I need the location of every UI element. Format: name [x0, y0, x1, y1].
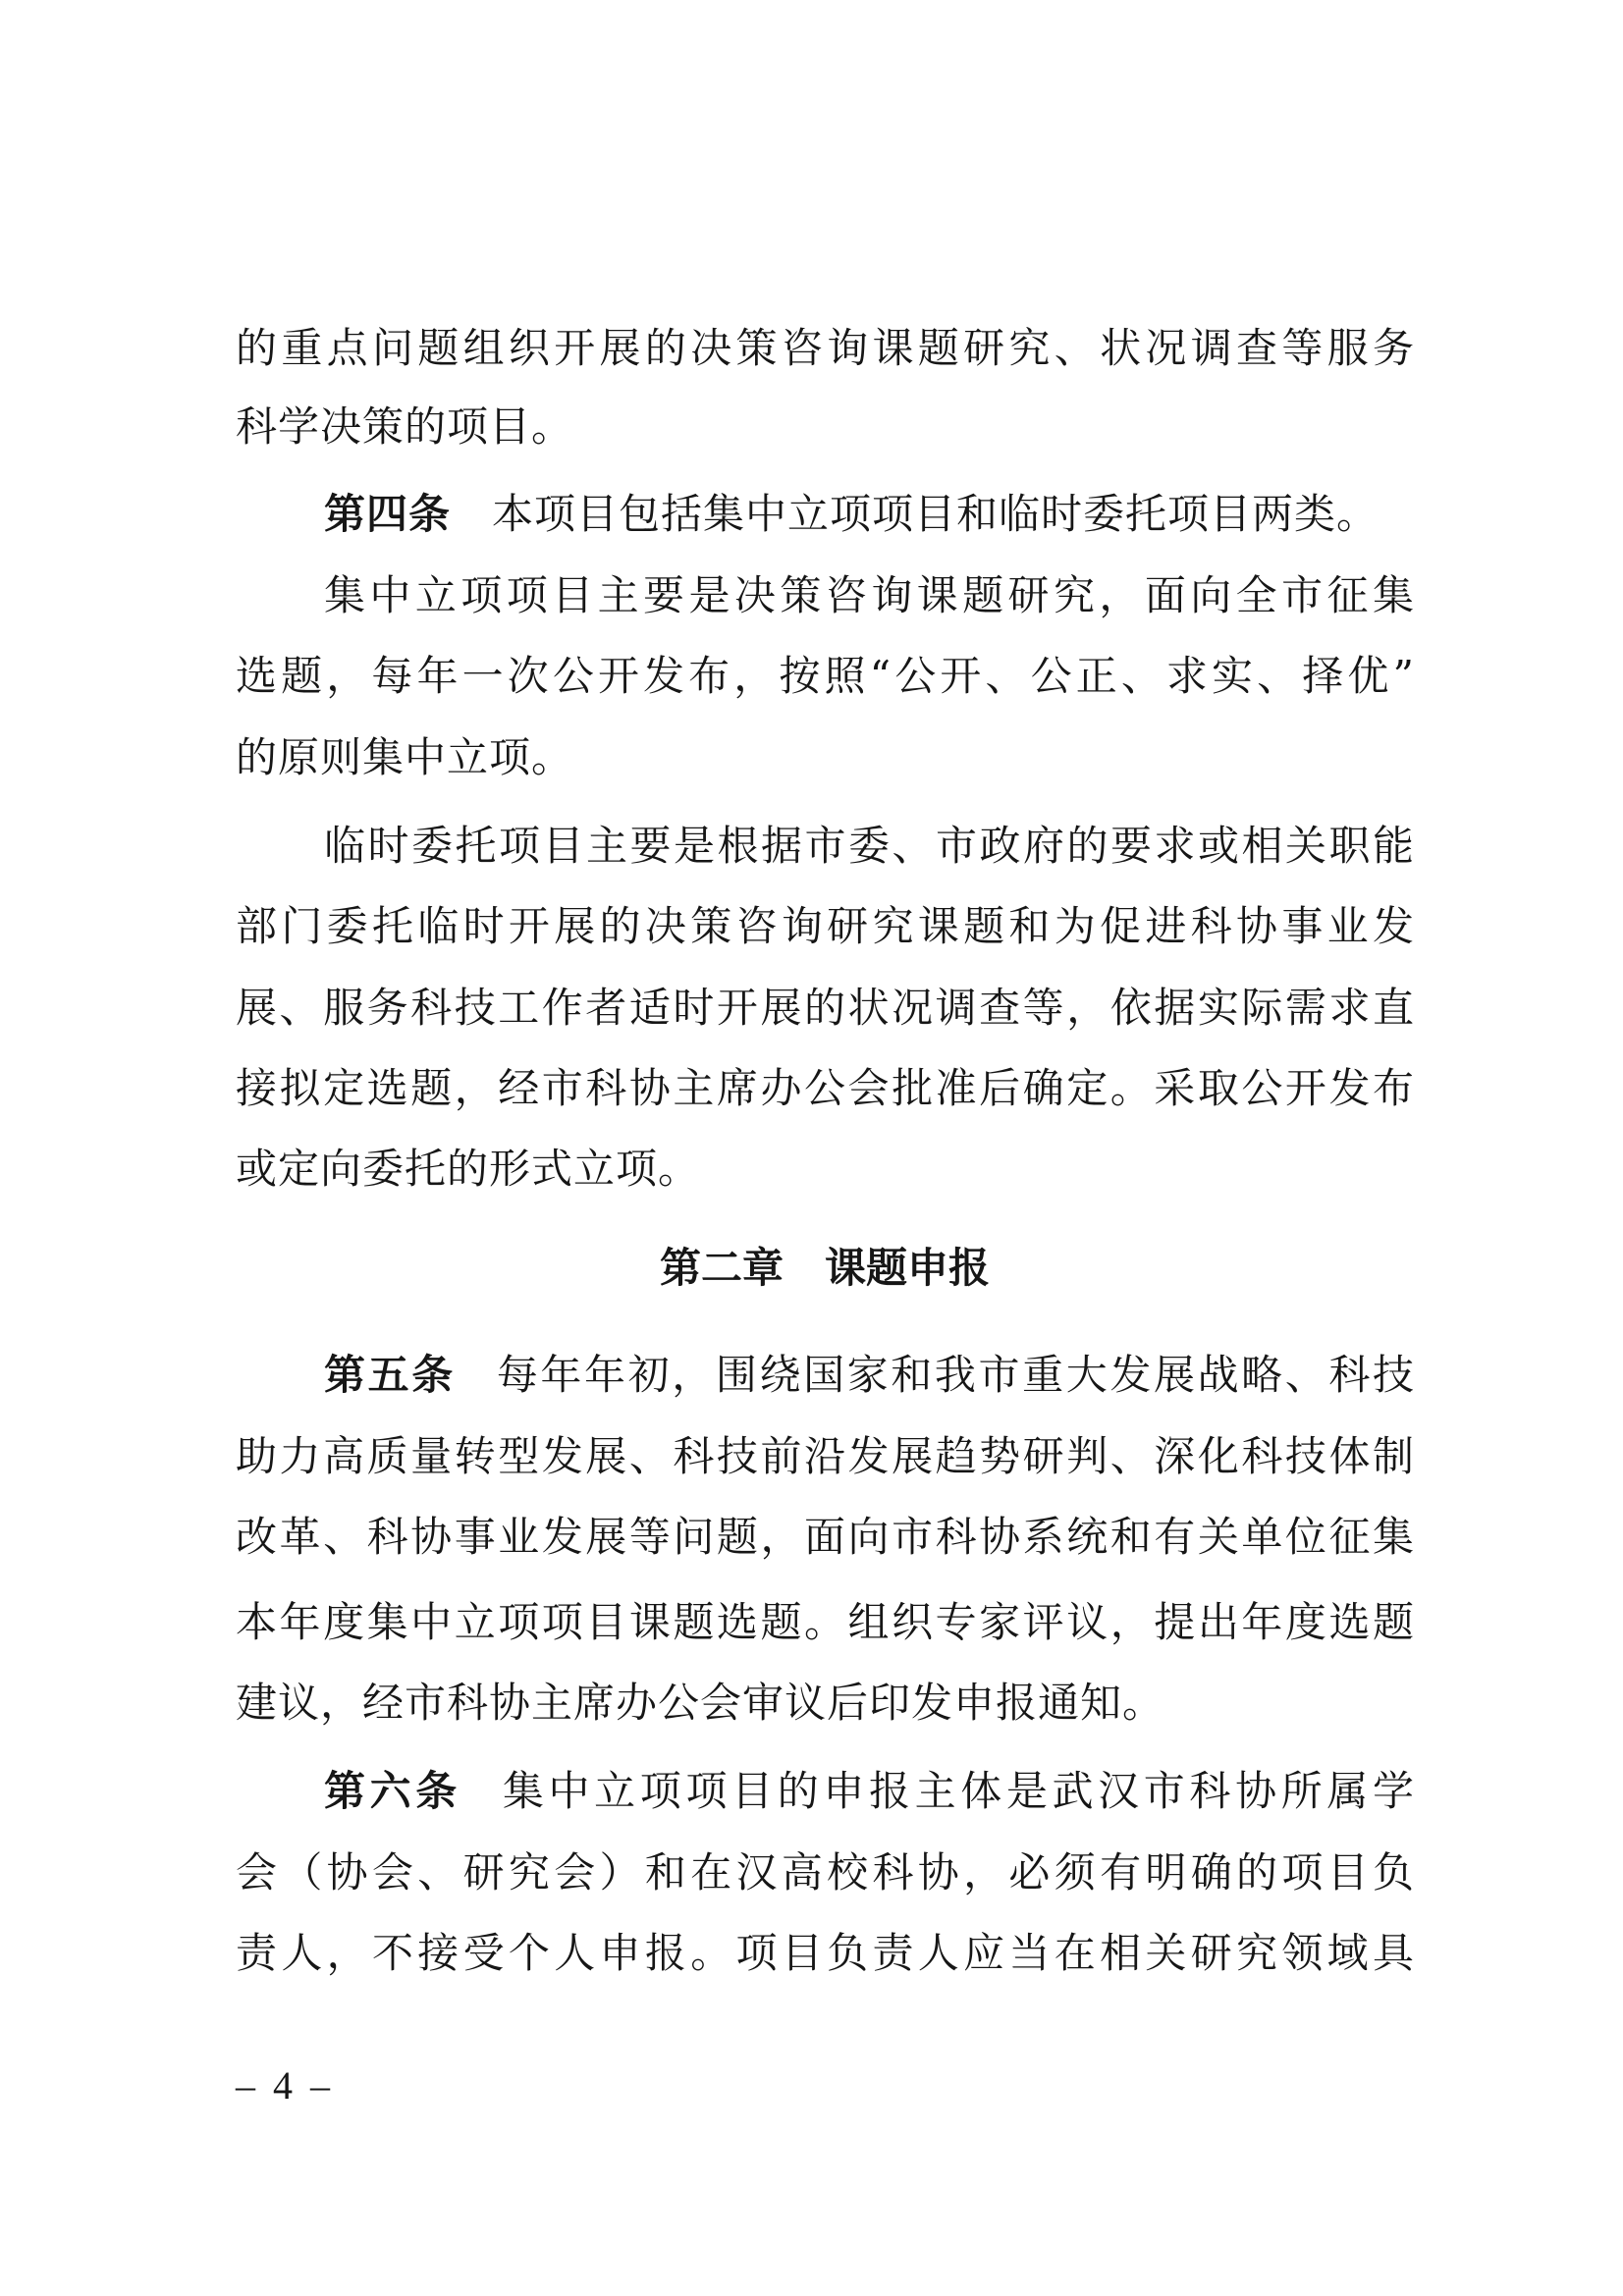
chapter-heading [236, 1243, 1414, 1294]
text-line [236, 732, 1414, 783]
article-number: 第六条 [324, 1767, 461, 1815]
article-number: 第五条 [324, 1351, 456, 1399]
line-text: 部门委托临时开展的决策咨询研究课题和为促进科协事业发 [236, 902, 1414, 950]
text-line [236, 983, 1414, 1034]
line-text: 的重点问题组织开展的决策咨询课题研究、状况调查等服务 [236, 324, 1414, 372]
text-line [236, 1144, 1414, 1195]
text-line [236, 1431, 1414, 1482]
line-text: 改革、科协事业发展等问题，面向市科协系统和有关单位征集 [236, 1513, 1414, 1561]
line-text: 会（协会、研究会）和在汉高校科协，必须有明确的项目负 [236, 1848, 1414, 1896]
text-line [324, 570, 1414, 621]
line-text: 或定向委托的形式立项。 [236, 1145, 701, 1193]
page-number: – 4 – [236, 2063, 334, 2108]
chapter-title: 课题申报 [825, 1244, 991, 1292]
line-text: 集中立项项目主要是决策咨询课题研究，面向全市征集 [324, 571, 1414, 619]
text-line [236, 323, 1414, 374]
line-text: 每年年初，围绕国家和我市重大发展战略、科技 [496, 1351, 1414, 1399]
article-number: 第四条 [324, 490, 452, 538]
text-line [236, 901, 1414, 952]
line-text: 科学决策的项目。 [236, 402, 574, 451]
text-line [236, 1597, 1414, 1648]
line-text: 的原则集中立项。 [236, 733, 574, 781]
line-text: 本项目包括集中立项项目和临时委托项目两类。 [492, 490, 1380, 538]
text-line [236, 1063, 1414, 1114]
line-text: 集中立项项目的申报主体是武汉市科协所属学 [502, 1767, 1414, 1815]
line-text: 本年度集中立项项目课题选题。组织专家评议，提出年度选题 [236, 1598, 1414, 1646]
line-text: 建议，经市科协主席办公会审议后印发申报通知。 [236, 1679, 1165, 1727]
text-line [236, 401, 1414, 453]
line-text: 展、服务科技工作者适时开展的状况调查等，依据实际需求直 [236, 984, 1414, 1032]
text-line [236, 651, 1414, 702]
text-line [236, 1928, 1414, 1979]
line-text: 助力高质量转型发展、科技前沿发展趋势研判、深化科技体制 [236, 1432, 1414, 1480]
line-text: 选题，每年一次公开发布，按照“公开、公正、求实、择优” [236, 652, 1414, 700]
chapter-number: 第二章 [659, 1244, 784, 1292]
text-line [324, 1350, 1414, 1401]
text-line [324, 821, 1414, 872]
text-line [324, 489, 1414, 540]
line-text: 责人，不接受个人申报。项目负责人应当在相关研究领域具 [236, 1929, 1414, 1977]
text-line [324, 1766, 1414, 1817]
text-line [236, 1678, 1414, 1729]
line-text: 临时委托项目主要是根据市委、市政府的要求或相关职能 [324, 822, 1414, 870]
text-line [236, 1847, 1414, 1898]
text-line [236, 1512, 1414, 1563]
line-text: 接拟定选题，经市科协主席办公会批准后确定。采取公开发布 [236, 1064, 1414, 1112]
